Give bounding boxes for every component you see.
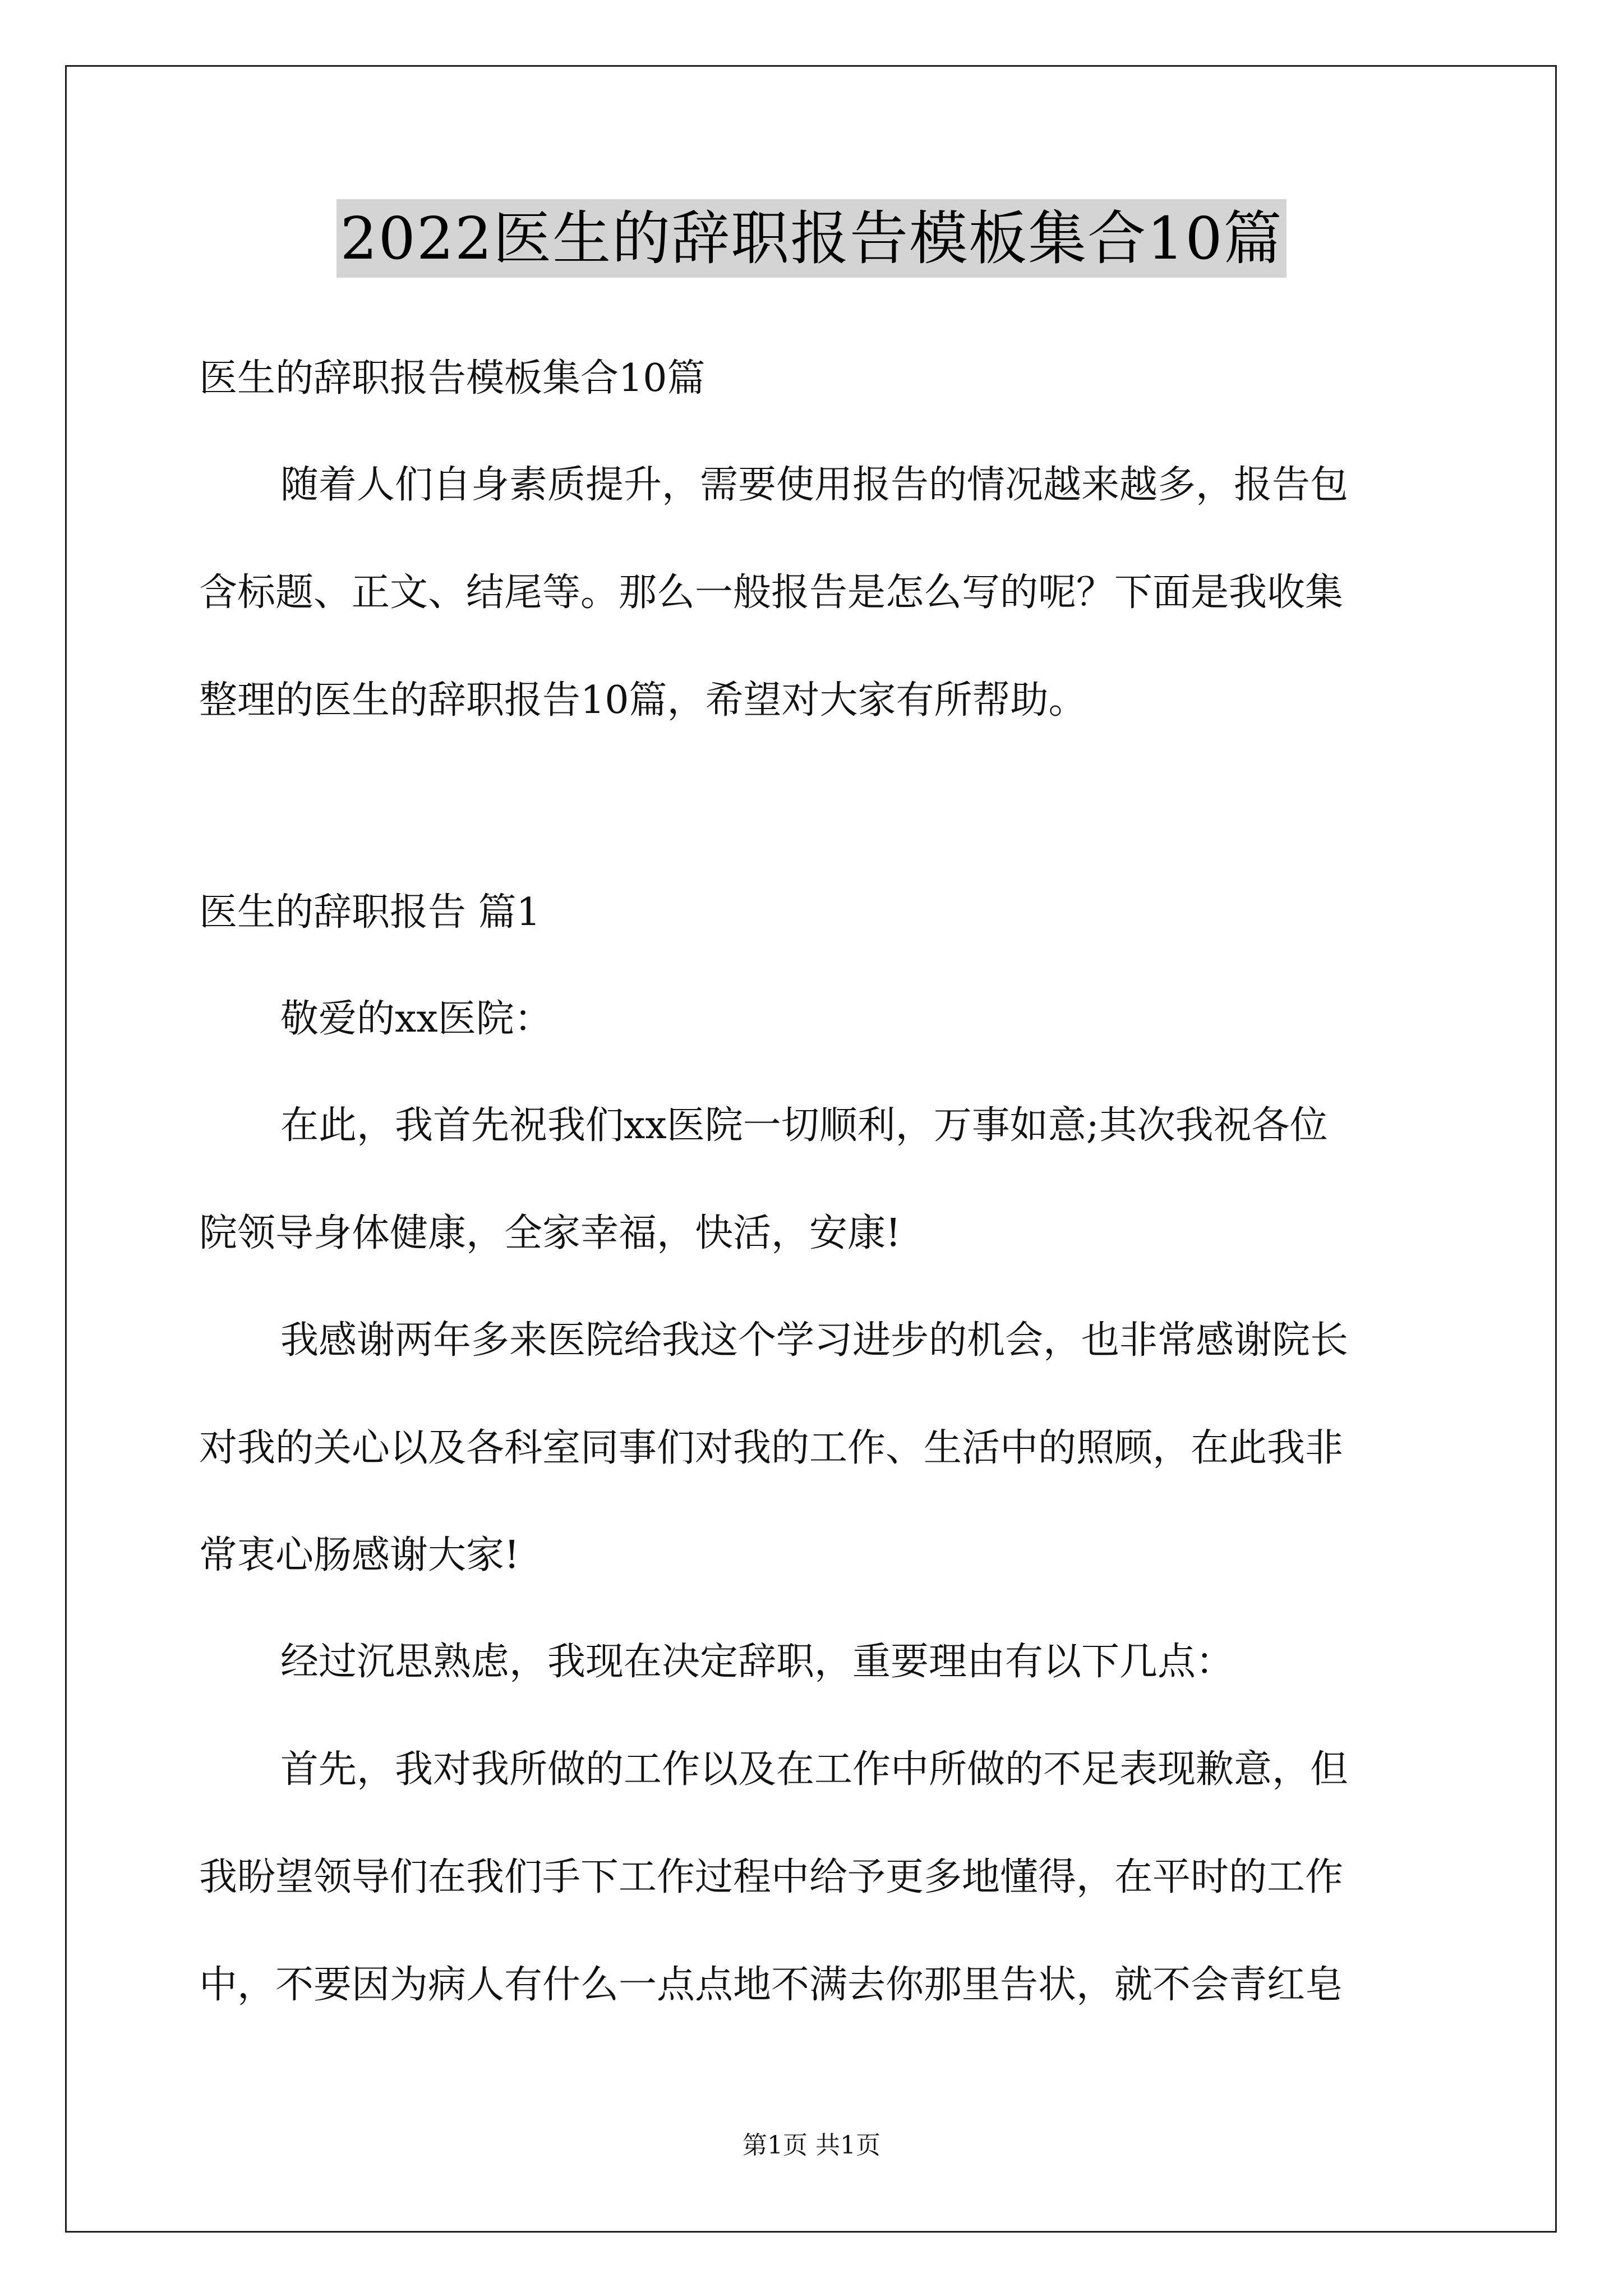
intro-paragraph-line: 含标题、正文、结尾等。那么一般报告是怎么写的呢？下面是我收集 <box>199 570 1344 615</box>
document-title: 2022医生的辞职报告模板集合10篇 <box>336 199 1286 278</box>
body-paragraph-line: 在此，我首先祝我们xx医院一切顺利，万事如意;其次我祝各位 <box>280 1103 1328 1148</box>
body-paragraph-line: 经过沉思熟虑，我现在决定辞职，重要理由有以下几点： <box>280 1640 1234 1684</box>
body-paragraph-line: 常衷心肠感谢大家! <box>199 1533 520 1577</box>
body-paragraph-line: 首先，我对我所做的工作以及在工作中所做的不足表现歉意，但 <box>280 1747 1349 1792</box>
title-block <box>0 199 1623 278</box>
body-paragraph-line: 我感谢两年多来医院给我这个学习进步的机会，也非常感谢院长 <box>280 1318 1349 1363</box>
body-paragraph-line: 中，不要因为病人有什么一点点地不满去你那里告状，就不会青红皂 <box>199 1963 1344 2007</box>
body-paragraph-line: 对我的关心以及各科室同事们对我的工作、生活中的照顾，在此我非 <box>199 1426 1344 1470</box>
salutation-line: 敬爱的xx医院： <box>280 997 552 1041</box>
subtitle-line: 医生的辞职报告模板集合10篇 <box>199 356 706 401</box>
intro-paragraph-line: 整理的医生的辞职报告10篇，希望对大家有所帮助。 <box>199 678 1087 723</box>
body-paragraph-line: 我盼望领导们在我们手下工作过程中给予更多地懂得，在平时的工作 <box>199 1855 1344 1899</box>
body-paragraph-line: 院领导身体健康，全家幸福，快活，安康! <box>199 1211 901 1255</box>
section-heading: 医生的辞职报告 篇1 <box>199 890 541 935</box>
page-footer: 第1页 共1页 <box>743 2131 880 2160</box>
intro-paragraph-line: 随着人们自身素质提升，需要使用报告的情况越来越多，报告包 <box>280 463 1349 507</box>
